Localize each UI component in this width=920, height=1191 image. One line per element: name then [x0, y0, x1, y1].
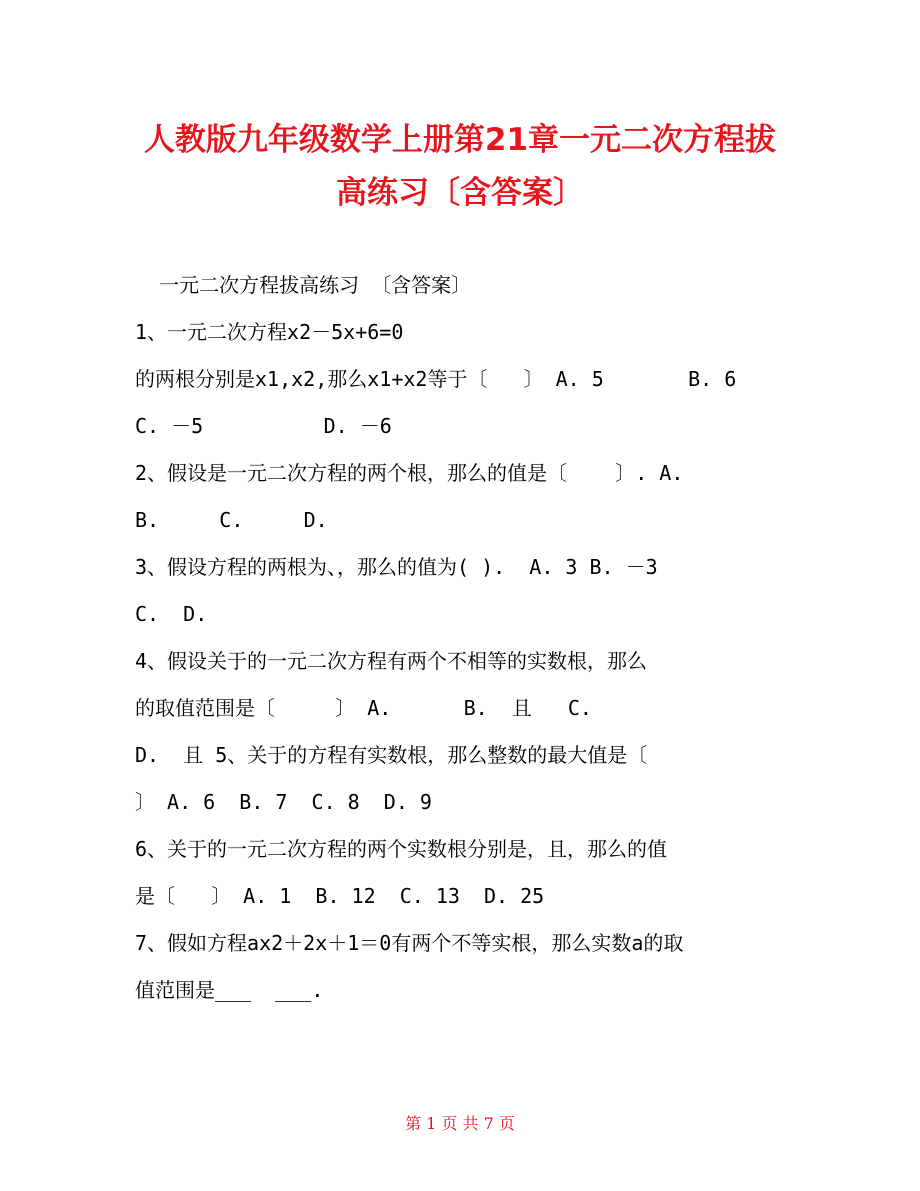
- page-footer: 第 1 页 共 7 页: [405, 1114, 515, 1133]
- body-line-q3-part1: 3、假设方程的两根为、，那么的值为( ). A. 3 B. －3: [135, 555, 658, 579]
- body-line-q6-part2: 是〔 〕 A. 1 B. 12 C. 13 D. 25: [135, 884, 545, 908]
- document-title-line-1: 人教版九年级数学上册第21章一元二次方程拔: [143, 122, 777, 158]
- body-line-q3-part2: C. D.: [135, 602, 208, 626]
- body-line-q2-part1: 2、假设是一元二次方程的两个根，那么的值是〔 〕. A.: [135, 461, 684, 485]
- body-line-q4-q5: D. 且 5、关于的方程有实数根，那么整数的最大值是〔: [135, 743, 648, 767]
- document-title-line-2: 高练习〔含答案〕: [336, 175, 584, 211]
- body-line-q5-options: 〕 A. 6 B. 7 C. 8 D. 9: [135, 790, 432, 814]
- body-line-q2-part2: B. C. D.: [135, 508, 328, 532]
- body-line-q1-part1: 1、一元二次方程x2－5x+6=0: [135, 320, 404, 344]
- body-line-q6-part1: 6、关于的一元二次方程的两个实数根分别是，且，那么的值: [135, 837, 668, 861]
- body-line-q1-part2: 的两根分别是x1,x2,那么x1+x2等于〔 〕 A. 5 B. 6: [135, 367, 737, 391]
- body-line-subtitle: 一元二次方程拔高练习 〔含答案〕: [135, 273, 472, 297]
- body-line-q4-part1: 4、假设关于的一元二次方程有两个不相等的实数根，那么: [135, 649, 648, 673]
- body-line-q7-part1: 7、假如方程ax2＋2x＋1＝0有两个不等实根，那么实数a的取: [135, 931, 684, 955]
- body-line-q1-part3: C. －5 D. －6: [135, 414, 392, 438]
- body-line-q7-part2: 值范围是___ ___.: [135, 978, 324, 1002]
- body-line-q4-part2: 的取值范围是〔 〕 A. B. 且 C.: [135, 696, 592, 720]
